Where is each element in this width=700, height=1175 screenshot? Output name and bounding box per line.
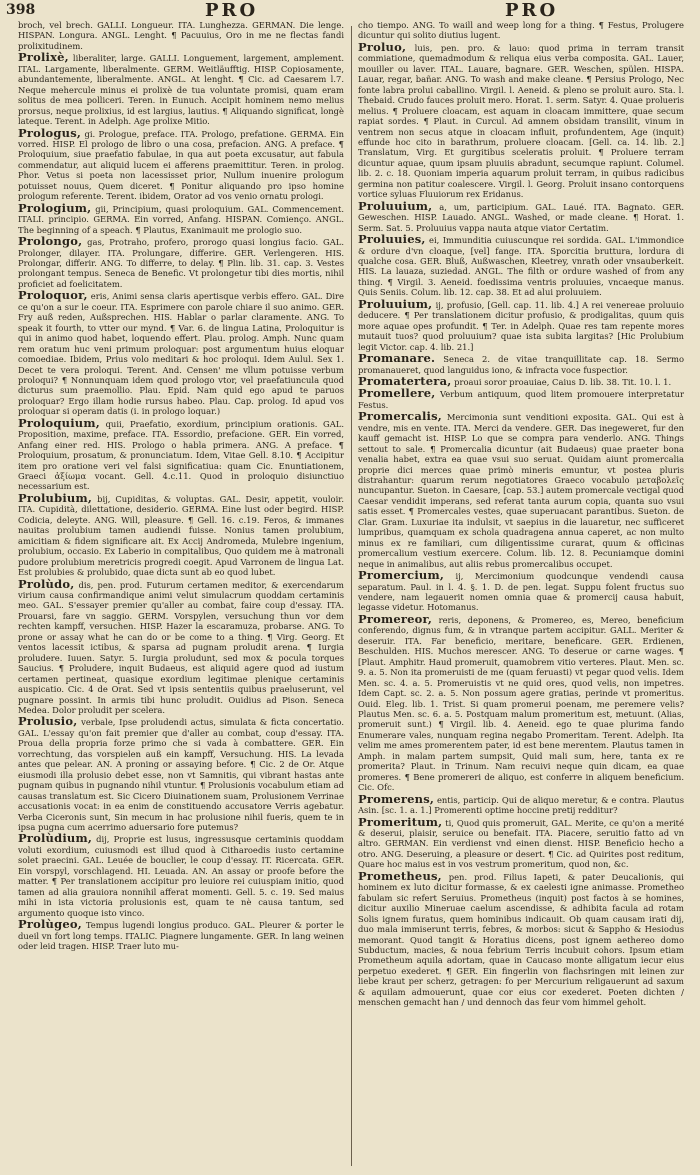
entry-text: dis, pen. prod. Futurum certamen meditor, & exercendarum virium causa confirmandique animi velut simulacrum quoddam certaminis meo. GAL. S'essayer premier qu'aller au combat, faire coup d'essay. ITA. Prouarsi, fare vn saggio. GERM. Vorspylen, versuchung thun vor dem rechten kampff, versuchen. HISP. Hazer la escaramuza, probarse. ANG. To prone or assay what he can do or be come to a thing. ¶ Virg. Georg. Et ventos lacessit ictibus, & sparsa ad pugnam proludit arena. ¶ Iurgia proludere. Iuuen. Satyr. 5. Iurgia proludunt, sed mox & pocula torques Saucius. ¶ Proludere, inquit Budaeus, est aliquid agere quod ad iustum certamen pertineat, quasique exordium legitimae plenique certaminis auspicatio. Cic. 4 de Orat. Sed vt ipsis sententiis quibus praeluserunt, vel pugnare possint. In armis tibi hunc proludit. Ouidius ad Pison. Seneca Medea. Dolor proludit per scelera. [18, 579, 344, 715]
dictionary-entry [18, 833, 344, 918]
dictionary-entry [358, 39, 684, 200]
entry-text: cho tiempo. ANG. To waill and weep long for a thing. ¶ Festus, Prolugere dicuntur qui solito diutius lugent. [358, 20, 684, 41]
entry-text: gas, Protraho, profero, prorogo quasi longius facio. GAL. Prolonger, dilayer. ITA. Prolungare, differire. GER. Verlengeren. HIS. Prolongar, differir. ANG. To differre, to delay. ¶ Plin. lib. 31. cap. 3. Vestes prolongant tempus. Seneca de Benefic. Vt prolongetur tibi dies mortis, nihil proficiet ad foelicitatem. [18, 237, 344, 289]
entry-headword: Prologus, [18, 125, 82, 140]
page-header [0, 0, 700, 22]
entry-text: bij, Cupiditas, & voluptas. GAL. Desir, appetit, vouloir. ITA. Cupidità, dilettatione, desiderio. GERMA. Eine lust oder begird. HISP. Codicia, deleyte. ANG. Will, pleasure. ¶ Gell. 16. c.19. Feros, & immanes nauitas prolubium tamen audiendi fuisse. Nonius tamen prolubium, amicitiam & fidem significare ait. Ex Accij Andromeda, Mulebre ingenium, prolubium, occasio. Ex Laberio in compitalibus, Quo quidem me à matronali pudore prolubium meretricis progredi coegit. Apud Varronem de lingua Lat. Est prolubies & prolubido, quae dicta sunt ab eo quod lubet. [18, 493, 344, 578]
running-head-right: PRO [505, 0, 559, 21]
dictionary-entry [18, 200, 344, 235]
entry-headword: Promanare. [358, 351, 436, 366]
entry-text: entis, particip. Qui de aliquo meretur, & e contra. Plautus Asin. [sc. 1. a. 1.] Promerenti optime hoccine pretij redditur? [358, 794, 684, 816]
dictionary-entry [358, 791, 684, 816]
entry-headword: Promereor, [358, 611, 433, 626]
entry-headword: Prometheus, [358, 868, 442, 883]
dictionary-entry [358, 868, 684, 1008]
entry-text: liberaliter, large. GALLI. Longuement, largement, amplement. ITAL. Largamente, liberalmente. GERM. Weitläufftig. HISP. Copiosamente, abundantemente, liberalmente. ANGL. At lenght. ¶ Cic. ad Caesarem l.7. Neque mehercule minus ei prolixè de tua voluntate promisi, quam eram solitus de mea polliceri. Teren. in Eunuch. Accipit hominem nemo melius prorsus, neque prolixius, id est largius, lautius. ¶ Aliquando significat, longè lateque. Terent. in Adelph. Age prolixe Mitio. [18, 53, 344, 127]
entry-text: verbale, Ipse proludendi actus, simulata & ficta concertatio. GAL. L'essay qu'on fait premier que d'aller au combat, coup d'essay. ITA. Proua della propria forze primo che si vada à combattere. GER. Ein vorrechtung, das vorspielen auß ein kampff, Versuchung. HIS. La levada antes que pelear. AN. A proning or assaying before. ¶ Cic. 2 de Or. Atque eiusmodi illa prolusio debet esse, non vt Samnitis, qui vibrant hastas ante pugnam quibus in pugnando nihil vtuntur. ¶ Prolusionis vocabulum etiam ad causas translatum est. Sic Cicero Diuinationem suam, Prolusionem Verrinae accusationis vocat: in ea enim de constituendo accusatore Verris agebatur. Verba Ciceronis sunt, Sin mecum in hac prolusione nihil fueris, quem te in ipsa pugna cum acerrimo aduersario fore putemus? [18, 717, 344, 832]
entry-text: gii, Principium, quasi proloquium. GAL. Commencement. ITALI. principio. GERMA. Ein vorred, Anfang. HISPAN. Comienço. ANGL. The beginning of a speach. ¶ Plautus, Exanimauit me prologio suo. [18, 203, 344, 235]
column-divider [351, 26, 352, 1166]
dictionary-entry [358, 20, 684, 41]
entry-text: dij, Proprie est lusus, ingressusque certaminis quoddam voluti exordium, cuiusmodi est illud quod à Citharoedis iusto certamine solet praecini. GAL. Leuée de bouclier, le coup d'essay. IT. Ricercata. GER. Ein vorspyl, vorschlagend. HI. Leuada. AN. An assay or proofe before the matter. ¶ Per translationem accipitur pro leuiore rei cuiuspiam initio, quod tamen ad alia grauiora nonnihil afferat momenti. Gell. 5. c. 19. Sed maius mihi in ista victoria prolusionis est, quam te nè causa tantum, sed argumento quoque isto vinco. [18, 834, 344, 918]
dictionary-entry [18, 125, 344, 202]
entry-headword: Prolùdium, [18, 831, 93, 846]
entry-text: Verbum antiquum, quod litem promouere interpretatur Festus. [358, 389, 684, 410]
entry-text: ij, Mercimonium quodcunque vendendi causa separatum. Paul. in l. 4. §. 1. D. de pen. legat. Suppu folent fructus suo vendere, nam legauerit nomen omnia quae & promercij causa habuit, legasse videtur. Hotomanus. [358, 571, 684, 613]
entry-text: ei, Immunditia cuiuscunque rei sordida. GAL. L'immondice & ordure d'vn cloaque, [vel] fange. ITA. Sporcitia bruttura, lordura di qualche cosa. GER. Bluß, Außwaschen, Kleetrey, vnrath oder vnsauberkeit. HIS. La lauaza, suziedad. ANGL. The filth or ordure washed of from any thing. ¶ Virgil. 3. Aeneid. foedissima ventris proluuies, vncaeque manus. Quis Seniis. Colum. lib. 12. cap. 38. Et ad alui proluuiem. [358, 235, 684, 298]
entry-headword: Promatertera, [358, 373, 452, 388]
entry-headword: Prolùgeo, [18, 917, 82, 932]
dictionary-entry [358, 234, 684, 298]
entry-headword: Proluuium, [358, 198, 433, 213]
entry-headword: Proluuium, [358, 296, 433, 311]
running-head-left: PRO [205, 0, 259, 21]
entry-headword: Proloquium, [18, 415, 100, 430]
entry-headword: Prolùdo, [18, 576, 75, 591]
dictionary-entry [358, 814, 684, 870]
entry-headword: Promellere, [358, 386, 436, 401]
entry-text: pen. prod. Filius Iapeti, & pater Deucalionis, qui hominem ex luto dicitur formasse, & ex caelesti igne animasse. Prometheo fabulam sic refert Seruius. Prometheus (inquit) post factos à se homines, dicitur auxilio Mineruae caelum ascendisse, & adhibita facula ad rotam Solis ignem furatus, quem hominibus indicauit. Ob quam causam irati dij, duo mala immiserunt terris, febres, & morbos: sicut & Sappho & Hesiodus memorant. Quod tangit & Horatius dicens, post ignem aethereo domo Subductum, macies, & noua febrium Terris incubuit cohors. Ipsum etiam Prometheum aquila adortam, quae in Caucaso monte alligatum iecur eius perpetuo exederet. ¶ GER. Ein fingerlin von flachsringen mit leinen zur liebe kraut per scherz, getragen: fo per Mercurium religauerunt ad saxum & aquilam admouerunt, quae cor eius cor exederet. Poeten dichten / menschen gemacht han / und dennoch das feur vom himmel geholt. [358, 871, 684, 1008]
entry-headword: Promeritum, [358, 814, 443, 829]
entry-text: Seneca 2. de vitae tranquillitate cap. 18. Sermo promanaueret, quod languidus iono, & infracta voce fuspectior. [358, 354, 684, 375]
entry-text: proaui soror proauiae, Caius D. lib. 38. Tit. 10. l. 1. [454, 376, 672, 387]
entry-headword: Proloquor, [18, 288, 88, 303]
entry-headword: Prolongo, [18, 234, 83, 249]
entry-headword: Promerens, [358, 791, 435, 806]
entry-text: ti, Quod quis promeruit, GAL. Merite, ce qu'on a merité & deserui, plaisir, seruice ou benefait. ITA. Piacere, seruitio fatto ad vn altro. GERMAN. Ein verdienst vnd einen dienst. HISP. Beneficio hecho a otro. ANG. Deseruing, a pleasure or desert. ¶ Cic. ad Quirites post reditum, Quare hoc maius est in vos vestrum promeritum, quod non, &c. [358, 817, 684, 870]
entry-headword: Proluo, [358, 39, 407, 54]
entry-headword: Prologium, [18, 200, 92, 215]
entry-headword: Promercium, [358, 568, 445, 583]
entry-text: gi. Prologue, preface. ITA. Prologo, prefatione. GERMA. Ein vorred. HISP. El prologo de libro o una cosa, prefacion. ANG. A preface. ¶ Proloquium, siue praefatio fabulae, in qua aut poeta excusatur, aut fabula commendatur, aut aliquid lucem ei afferens praemittitur. Teren. in prolog. Phor. Vetus si poeta non lacessisset prior, Nullum inuenire prologum potuisset nouus, Quem diceret. ¶ Ponitur aliquando pro ipso homine prologum referente. Terent. ibidem, Orator ad vos venio ornatu prologi. [18, 128, 344, 202]
entry-headword: Promercalis, [358, 409, 442, 424]
entry-text: Tempus lugendi longius produco. GAL. Pleurer & porter le dueil vn fort long temps. ITALIC. Piagnere lungamente. GER. In lang weinen oder leid tragen. HISP. Traer luto mu- [18, 920, 344, 951]
left-column [18, 20, 344, 1170]
entry-headword: Proluuies, [358, 232, 426, 247]
dictionary-entry [18, 52, 344, 126]
entry-text: luis, pen. pro. & lauo: quod prima in terram transit commiatione, quemadmodum & reliqua eius verba composita. GAL. Lauer, mouiller ou laver. ITAL. Lauare, bagnare. GER. Weschen, spülen. HISPA. Lauar, regar, bañar. ANG. To wash and make cleane. ¶ Persius Prologo, Nec fonte labra prolui caballino. Virgil. l. Aeneid. & pleno se proluit auro. Sta. l. Thebaid. Crudo fauces proluit mero. Horat. 1. serm. Satyr. 4. Quae prolueris melius. ¶ Proluere cloacam, est aquam in cloacam immittere, quae secum rapiat sordes. ¶ Plaut. in Curcul. Ad amnem obsidam transilit, vinum in ventrem non secus atque in cloacam influit, profundentem, Age (inquit) effunde hoc cito in barathrum, proluere cloacam. [Gell. ca. 14. lib. 2.] Translatum, Virg. Et gurgitibus sceleratis proluit. ¶ Proluere terram dicuntur aquae, quum ipsam pluuiis abradunt, secumque rapiunt. Columel. lib. 2. c. 18. Quoniam imperia aquarum proluit terram, in quibus radicibus germina non patitur coalescere. Virgil. l. Georg. Proluit insano contorquens vortice syluas Fluuiorum rex Eridanus. [358, 42, 684, 200]
dictionary-entry [18, 919, 344, 951]
entry-headword: Prolusio, [18, 714, 78, 729]
dictionary-entry [358, 411, 684, 569]
entry-text: broch, vel brech. GALLI. Longueur. ITA. Lunghezza. GERMAN. Die lenge. HISPAN. Longura. ANGL. Lenght. ¶ Pacuuius, Oro in me ne flectas fandi prolixitudinem. [18, 20, 344, 51]
entry-headword: Prolubium, [18, 490, 93, 505]
entry-text: ij, profusio, [Gell. cap. 11. lib. 4.] A rei venereae proluuio deducere. ¶ Per translationem dicitur profusio, & prodigalitas, quum quis more aquae opes profundit. ¶ Ter. in Adelph. Quae res tam repente mores mutauit tuos? quod proluuium? quae ista subita largitas? [Hic Prolubium legit Victor. cap. 4. lib. 21.] [358, 299, 684, 352]
entry-headword: Prolixè, [18, 50, 69, 65]
dictionary-entry [358, 388, 684, 410]
entry-text: eris, Animi sensa claris apertisque verbis effero. GAL. Dire ce qu'on a sur le coeur. ITA. Esprimere con parole chiare il suo animo. GER. Fry auß reden, Außsprechen. HIS. Hablar o parlar claramente. ANG. To speak it fourth, to vtter our mynd. ¶ Var. 6. de lingua Latina, Proloquitur is qui in animo quod habet, loquendo effert. Plau. prolog. Amph. Nunc quam rem oratum huc veni primum proloquar: post argumentum huius eloquar comoediae. Ibidem, Prius volo meditari & hoc proloqui. Idem Aulul. Sex 1. Decet te vera proloqui. Terent. And. Censen' me vllum potuisse verbum proloqui? ¶ Nonnunquam idem quod prologo vtor, vel praefatiuncula quod dicturus sum praemollio. Plau. Epid. Nam quid ego apud te paruos proloquar? Ergo illam hodie rursus habeo. Plau. Cap. prolog. Id apud vos proloquar si operam datis (i. in prologo loquar.) [18, 291, 344, 417]
right-column [358, 20, 684, 1170]
entry-text: Mercimonia sunt venditioni exposita. GAL. Qui est à vendre, mis en vente. ITA. Merci da vendere. GER. Das inegeweret, fur den kauff gemacht ist. HISP. Lo que se compra para venderlo. ANG. Things settout to sale. ¶ Promercalia dicuntur (ait Budaeus) quae praeter bona venalia habet, extra ea quae vsui suo seruat. Quidam aiunt promercalia proprie dici merces quae primò mineris emuntur, vt postea pluris distrahantur: quarum rerum negotiatores Graeco vocabulo μεταβολεῖς nuncupantur. Sueton. in Caesare, [cap. 53.] autem promercale vectigal quod Caesar vendidit imperans, sed referat tanta aurum copia, quanta suo vsui satis esset. ¶ Promercales vestes, quae superuacant parantibus. Sueton. de Clar. Gram. Luxuriae ita indulsit, vt saepius in die lauaretur, nec sufficeret lumpribus, quamquam ex schola quadragena annua caperet, ac non multo minus ex re familiari, cum diligentissime curarat, quum & officinas promercalium vestium exercere. Colum. lib. 12. 8. Pecuniamque domini neque in animalibus, aut aliis rebus promercalibus occupet. [358, 412, 684, 569]
dictionary-entry [358, 353, 684, 375]
dictionary-entry [358, 296, 684, 352]
dictionary-entry [358, 611, 684, 793]
dictionary-entry [18, 20, 344, 51]
dictionary-entry [18, 716, 344, 832]
dictionary-entry [18, 576, 344, 716]
entry-text: reris, deponens, & Promereo, es, Mereo, beneficium conferendo, dignus fum, & in vtranque partem accipitur. GALL. Meriter & deseruir. ITA. Far beneficio, meritare, beneficare. GER. Erdienen, Beschulden. HIS. Muchos merescer. ANG. To deserue or carne wages. ¶ [Plaut. Amphitr. Haud promeruit, quamobrem vitio verteres. Plaut. Men. sc. 9. a. 5. Non ita promeruisti de me (quam feruasti) vt pegar quod velis. Idem Men. sc. 4. a. 5. Promeruistis vt ne quid ores, quod velis, non impetres. Idem Capt. sc. 2. a. 5. Non possum agere gratias, perinde vt promeritus. Ouid. Eleg. lib. 1. Trist. Si quam promerui poenam, me peremere velis? Plautus Men. sc. 6. a. 5. Postquam malum promeritum est, metuunt. (Alias, promeruit sunt.) ¶ Virgil. lib. 4. Aeneid. ego te quae plurima fando Enumerare vales, nunquam regina negabo Promeritam. Terent. Adelph. Ita velim me ames promerentem pater, id est bene merentem. Plautus tamen in Amph. in malam partem sumpsit, Quid mali sum, here, tanta ex re promerita? Plaut. in Trinum. Nam recuivi neque quin dicam, ea quae promeres. ¶ Bene promereri de aliquo, est conferre in aliquem beneficium. Cic. Ofc. [358, 614, 684, 793]
dictionary-entry [18, 490, 344, 578]
page-number: 398 [6, 2, 36, 18]
dictionary-entry [18, 236, 344, 289]
dictionary-entry [358, 198, 684, 233]
dictionary-entry [18, 290, 344, 416]
dictionary-entry [358, 570, 684, 613]
entry-text: a, um, participium. GAL. Laué. ITA. Bagnato. GER. Geweschen. HISP. Lauado. ANGL. Washed, or made cleane. ¶ Horat. 1. Serm. Sat. 5. Proluuius vappa nauta atque viator Certatim. [358, 201, 684, 233]
entry-text: quii, Praefatio, exordium, principium orationis. GAL. Proposition, maxime, preface. ITA. Essordio, prefacione. GER. Ein vorred, Anfang einer red. HIS. Prologo o habla primera. ANG. A preface. ¶ Proloquium, prosatum, & pronunciatum. Idem, Vitae Gell. 8.10. ¶ Accipitur item pro oratione veri vel falsi significatiua: quam Cic. Enuntiationem, Graeci ἀξίωμα vocant. Gell. 4.c.11. Quod in proloquio disiunctiuo necessarium est. [18, 418, 344, 492]
dictionary-entry [18, 415, 344, 492]
